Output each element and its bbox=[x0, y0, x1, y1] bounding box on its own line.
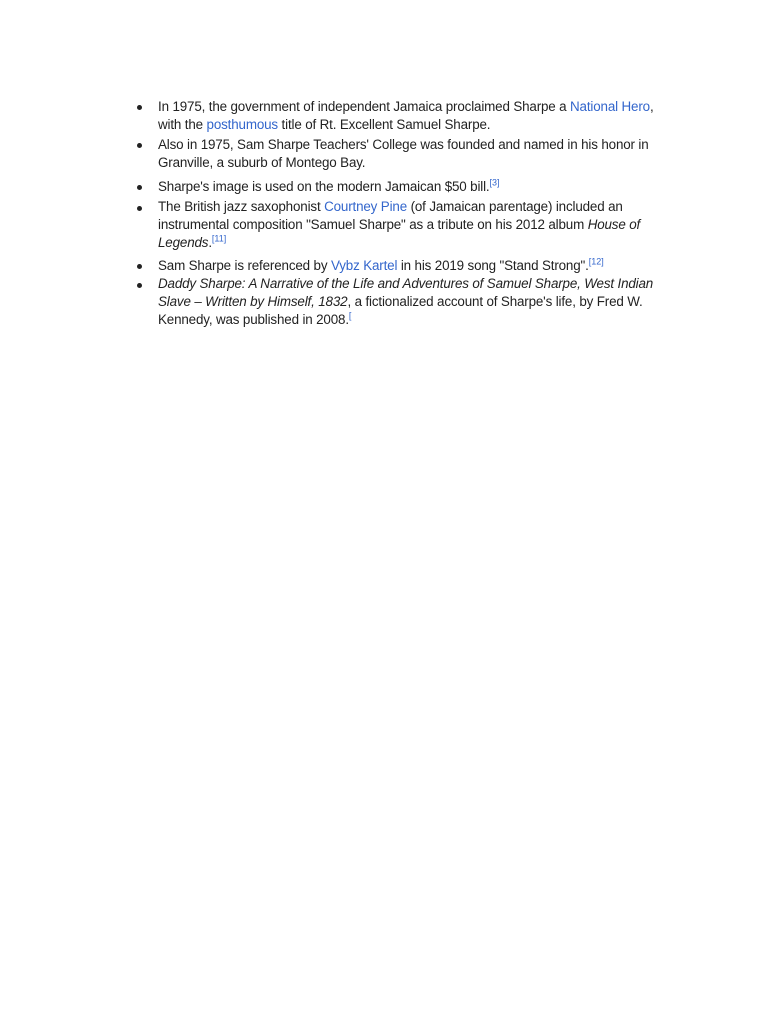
list-item-text: Sam Sharpe is referenced by bbox=[158, 258, 331, 273]
bullet-icon bbox=[137, 206, 142, 211]
bullet-icon bbox=[137, 105, 142, 110]
legacy-bullet-list bbox=[136, 98, 666, 329]
list-item-text: , bbox=[649, 99, 654, 114]
link-national-hero[interactable]: National Hero bbox=[570, 99, 650, 114]
list-item-text: In 1975, the government of independent Jamaica proclaimed Sharpe a bbox=[158, 99, 571, 114]
link-vybz-kartel[interactable]: Vybz Kartel bbox=[330, 258, 398, 273]
citation-link[interactable]: [12] bbox=[588, 256, 604, 267]
link-courtney-pine[interactable]: Courtney Pine bbox=[324, 199, 407, 214]
list-item-text: The British jazz saxophonist bbox=[158, 199, 325, 214]
list-item-text: , a fictionalized account of Sharpe's life, by Fred W. Kennedy, was published in 2008. bbox=[158, 294, 643, 327]
list-item bbox=[136, 275, 666, 329]
list-item bbox=[136, 98, 666, 134]
list-item bbox=[136, 178, 666, 196]
list-item-text: in his 2019 song "Stand Strong". bbox=[397, 258, 589, 273]
list-item bbox=[136, 136, 666, 172]
book-title: Daddy Sharpe: A Narrative of the Life and Adventures of Samuel Sharpe, West Indian Slave – Written by Himself, 1832 bbox=[158, 276, 654, 309]
bullet-icon bbox=[137, 283, 142, 288]
citation-link[interactable]: [11] bbox=[211, 233, 227, 244]
list-item-text: . bbox=[208, 235, 212, 250]
list-item-text: with the bbox=[158, 117, 207, 132]
bullet-icon bbox=[137, 143, 142, 148]
bullet-icon bbox=[137, 185, 142, 190]
list-item-text: Also in 1975, Sam Sharpe Teachers' College was founded and named in his honor in Granville, a suburb of Montego Bay. bbox=[158, 137, 649, 170]
citation-link[interactable]: [3] bbox=[489, 177, 500, 188]
bullet-icon bbox=[137, 264, 142, 269]
list-item bbox=[136, 257, 666, 275]
list-item-text: (of Jamaican parentage) included an instrumental composition "Samuel Sharpe" as a tribute on his 2012 album bbox=[158, 199, 623, 232]
list-item-text: title of Rt. Excellent Samuel Sharpe. bbox=[277, 117, 491, 132]
list-item-text: Sharpe's image is used on the modern Jamaican $50 bill. bbox=[158, 179, 490, 194]
album-title: House of Legends bbox=[158, 217, 641, 250]
link-posthumous[interactable]: posthumous bbox=[206, 117, 278, 132]
list-item bbox=[136, 198, 666, 252]
citation-link[interactable]: [ bbox=[348, 310, 352, 321]
